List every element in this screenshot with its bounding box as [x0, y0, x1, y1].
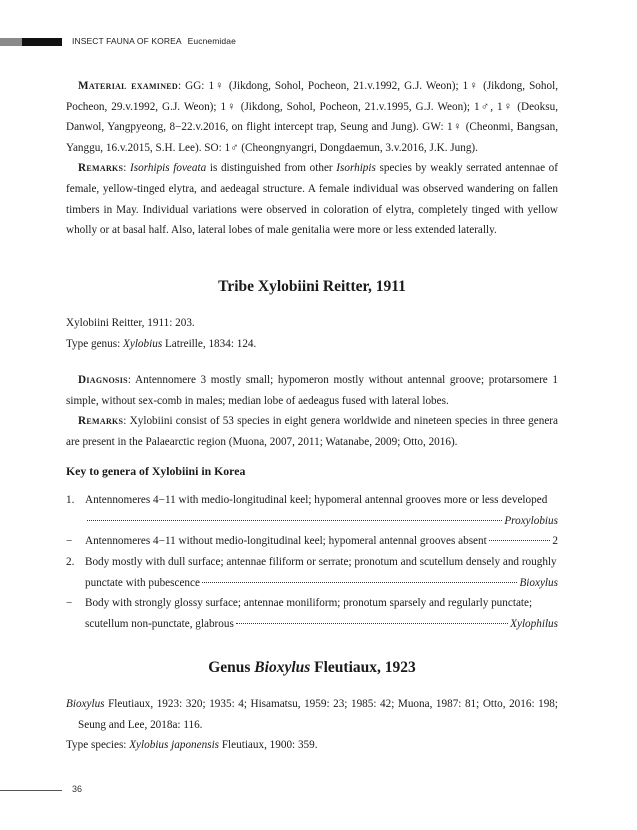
diagnosis-paragraph: Diagnosis: Antennomere 3 mostly small; hypomeron mostly without antennal groove; protarsomere 1 simple, without sex-comb in males; median lobe of aedeagus fused with lateral lobes. [66, 374, 558, 407]
material-label: Material examined [78, 80, 178, 92]
header-bar-gray [0, 38, 22, 46]
page-number: 36 [72, 784, 83, 794]
key-result-proxylobius: Proxylobius [504, 514, 558, 527]
footer-rule [0, 790, 62, 791]
key-couplet-1b: − Antennomeres 4−11 without medio-longitudinal keel; hypomeral antennal grooves absent 2 [66, 531, 558, 552]
genus-name: Isorhipis [336, 162, 376, 175]
genus-type-species: Type species: Xylobius japonensis Fleutiaux, 1900: 359. [66, 739, 318, 752]
tribe-diagnosis-block [66, 370, 558, 452]
genus-heading: Genus Bioxylus Fleutiaux, 1923 [208, 659, 416, 676]
header-series: INSECT FAUNA OF KOREA [72, 36, 182, 46]
tribe-type-genus: Type genus: Xylobius Latreille, 1834: 124. [66, 337, 257, 350]
tribe-citation: Xylobiini Reitter, 1911: 203. [66, 317, 195, 329]
tribe-remarks-paragraph: Remarks: Xylobiini consist of 53 species in eight genera worldwide and nineteen species in three genera are present in the Palaearctic region (Muona, 2007, 2011; Watanabe, 2009; Otto, 2016). [66, 415, 558, 448]
key-title: Key to genera of Xylobiini in Korea [66, 464, 246, 478]
tribe-remarks-label: Remarks [78, 415, 124, 428]
tribe-heading: Tribe Xylobiini Reitter, 1911 [218, 278, 406, 295]
material-text: : GG: 1♀ (Jikdong, Sohol, Pocheon, 21.v.1992, G.J. Weon); 1♀ (Jikdong, Sohol, Pocheon, 29.v.1992, G.J. Weon); 1♀ (Jikdong, Sohol, Pocheon, 21.v.1995, G.J. Weon); 1♂, 1♀ (Deoksu, Danwol, Yangpyeong, 8−22.v.2016, on flight intercept trap, Seung and Jung). GW: 1♀ (Cheonmi, Bangsan, Yanggu, 16.v.2015, S.H. Lee). SO: 1♂ (Cheongnyangri, Dongdaemun, 3.v.2016, J.K. Jung). [66, 80, 558, 154]
species-name: Isorhipis foveata [130, 162, 207, 175]
remarks-label: Remarks [78, 162, 124, 175]
remarks-paragraph: Remarks: Isorhipis foveata is distinguished from other Isorhipis species by weakly serrated antennae of female, yellow-tinged elytra, and aedeagal structure. A female individual was observed wandering on fallen timbers in May. Individual variations were observed in coloration of elytra, completely tinged with yellow wholly or at basal half. Also, lateral lobes of male genitalia were more or less extended laterally. [66, 162, 558, 237]
genus-synonymy-block [66, 694, 558, 756]
tribe-citation-block [66, 313, 558, 354]
header-bar-black [22, 38, 62, 46]
header-family: Eucnemidae [187, 36, 236, 46]
material-examined-block [66, 76, 558, 241]
key-couplet-2a: 2. Body mostly with dull surface; antennae filiform or serrate; pronotum and scutellum densely and roughly punctate with pubescence Bioxylus [66, 552, 558, 593]
diagnosis-label: Diagnosis [78, 374, 128, 386]
key-result-bioxylus: Bioxylus [519, 576, 558, 589]
key-couplet-1a: 1. Antennomeres 4−11 with medio-longitudinal keel; hypomeral antennal grooves more or less developed Proxylobius [66, 490, 558, 531]
key-couplet-2b: − Body with strongly glossy surface; antennae moniliform; pronotum sparsely and regularly punctate; scutellum non-punctate, glabrous Xylophilus [66, 593, 558, 634]
key-result-xylophilus: Xylophilus [510, 617, 558, 630]
running-header [72, 36, 236, 46]
genus-synonymy: Bioxylus Fleutiaux, 1923: 320; 1935: 4; Hisamatsu, 1959: 23; 1985: 42; Muona, 1987: 81; Otto, 2016: 198; Seung and Lee, 2018a: 116. [66, 698, 558, 731]
key-result-2: 2 [552, 535, 558, 547]
